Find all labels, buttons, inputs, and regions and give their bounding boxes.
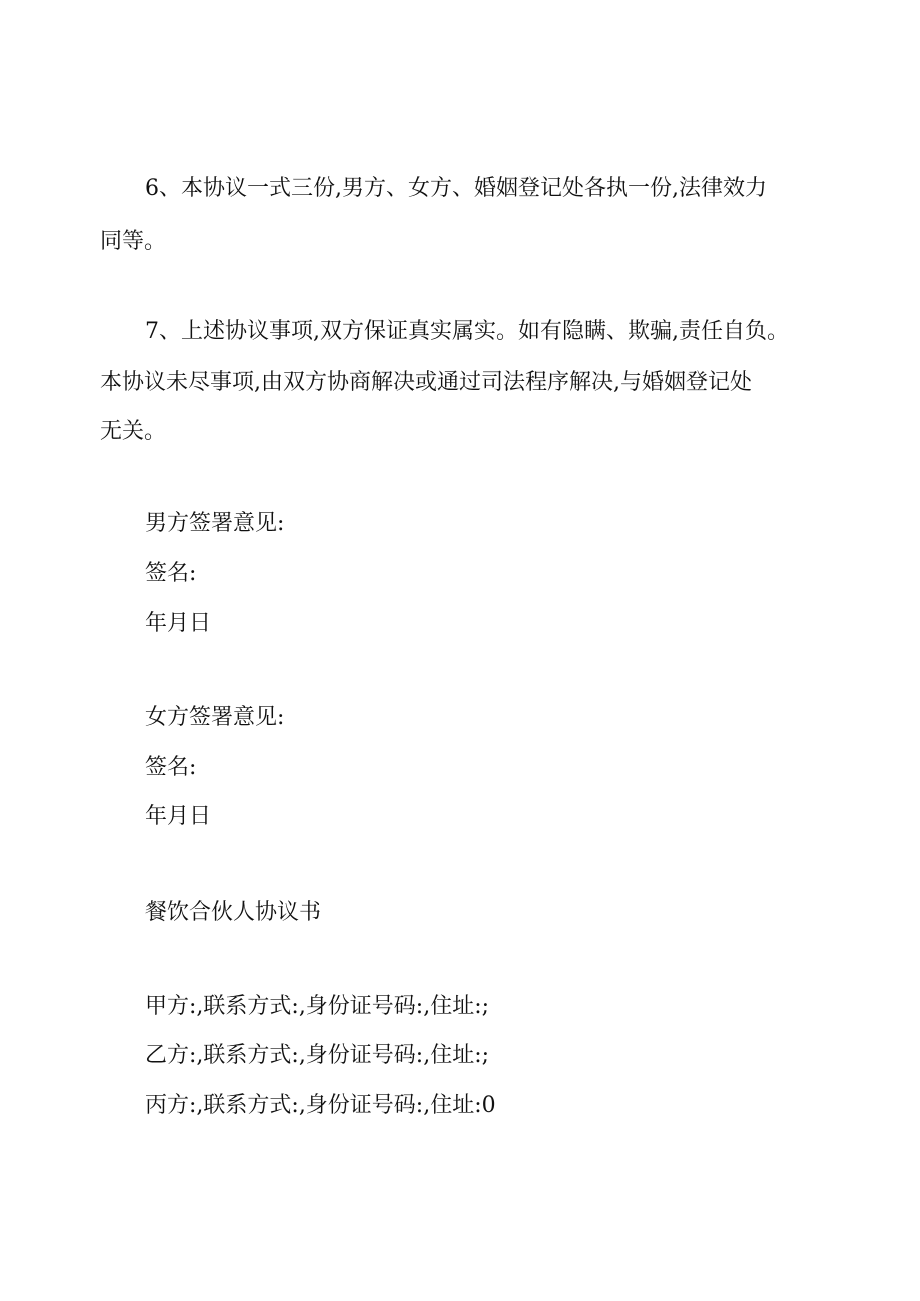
- female-sign-date: 年月日: [145, 804, 212, 829]
- male-sign-opinion: 男方签署意见:: [145, 511, 285, 536]
- party-b-line: 乙方:,联系方式:,身份证号码:,住址:;: [145, 1043, 490, 1068]
- party-a-line: 甲方:,联系方式:,身份证号码:,住址:;: [145, 994, 490, 1019]
- female-sign-signature: 签名:: [145, 755, 197, 780]
- clause-6-line-1: 6、本协议一式三份,男方、女方、婚姻登记处各执一份,法律效力: [145, 176, 767, 201]
- document-title: 餐饮合伙人协议书: [145, 900, 322, 925]
- female-sign-opinion: 女方签署意见:: [145, 705, 285, 730]
- party-c-line: 丙方:,联系方式:,身份证号码:,住址:0: [145, 1093, 496, 1118]
- clause-7-line-1: 7、上述协议事项,双方保证真实属实。如有隐瞒、欺骗,责任自负。: [145, 319, 789, 344]
- male-sign-signature: 签名:: [145, 561, 197, 586]
- male-sign-date: 年月日: [145, 611, 212, 636]
- clause-6-line-2: 同等。: [100, 229, 167, 254]
- clause-7-line-3: 无关。: [100, 419, 167, 444]
- clause-7-line-2: 本协议未尽事项,由双方协商解决或通过司法程序解决,与婚姻登记处: [100, 370, 752, 395]
